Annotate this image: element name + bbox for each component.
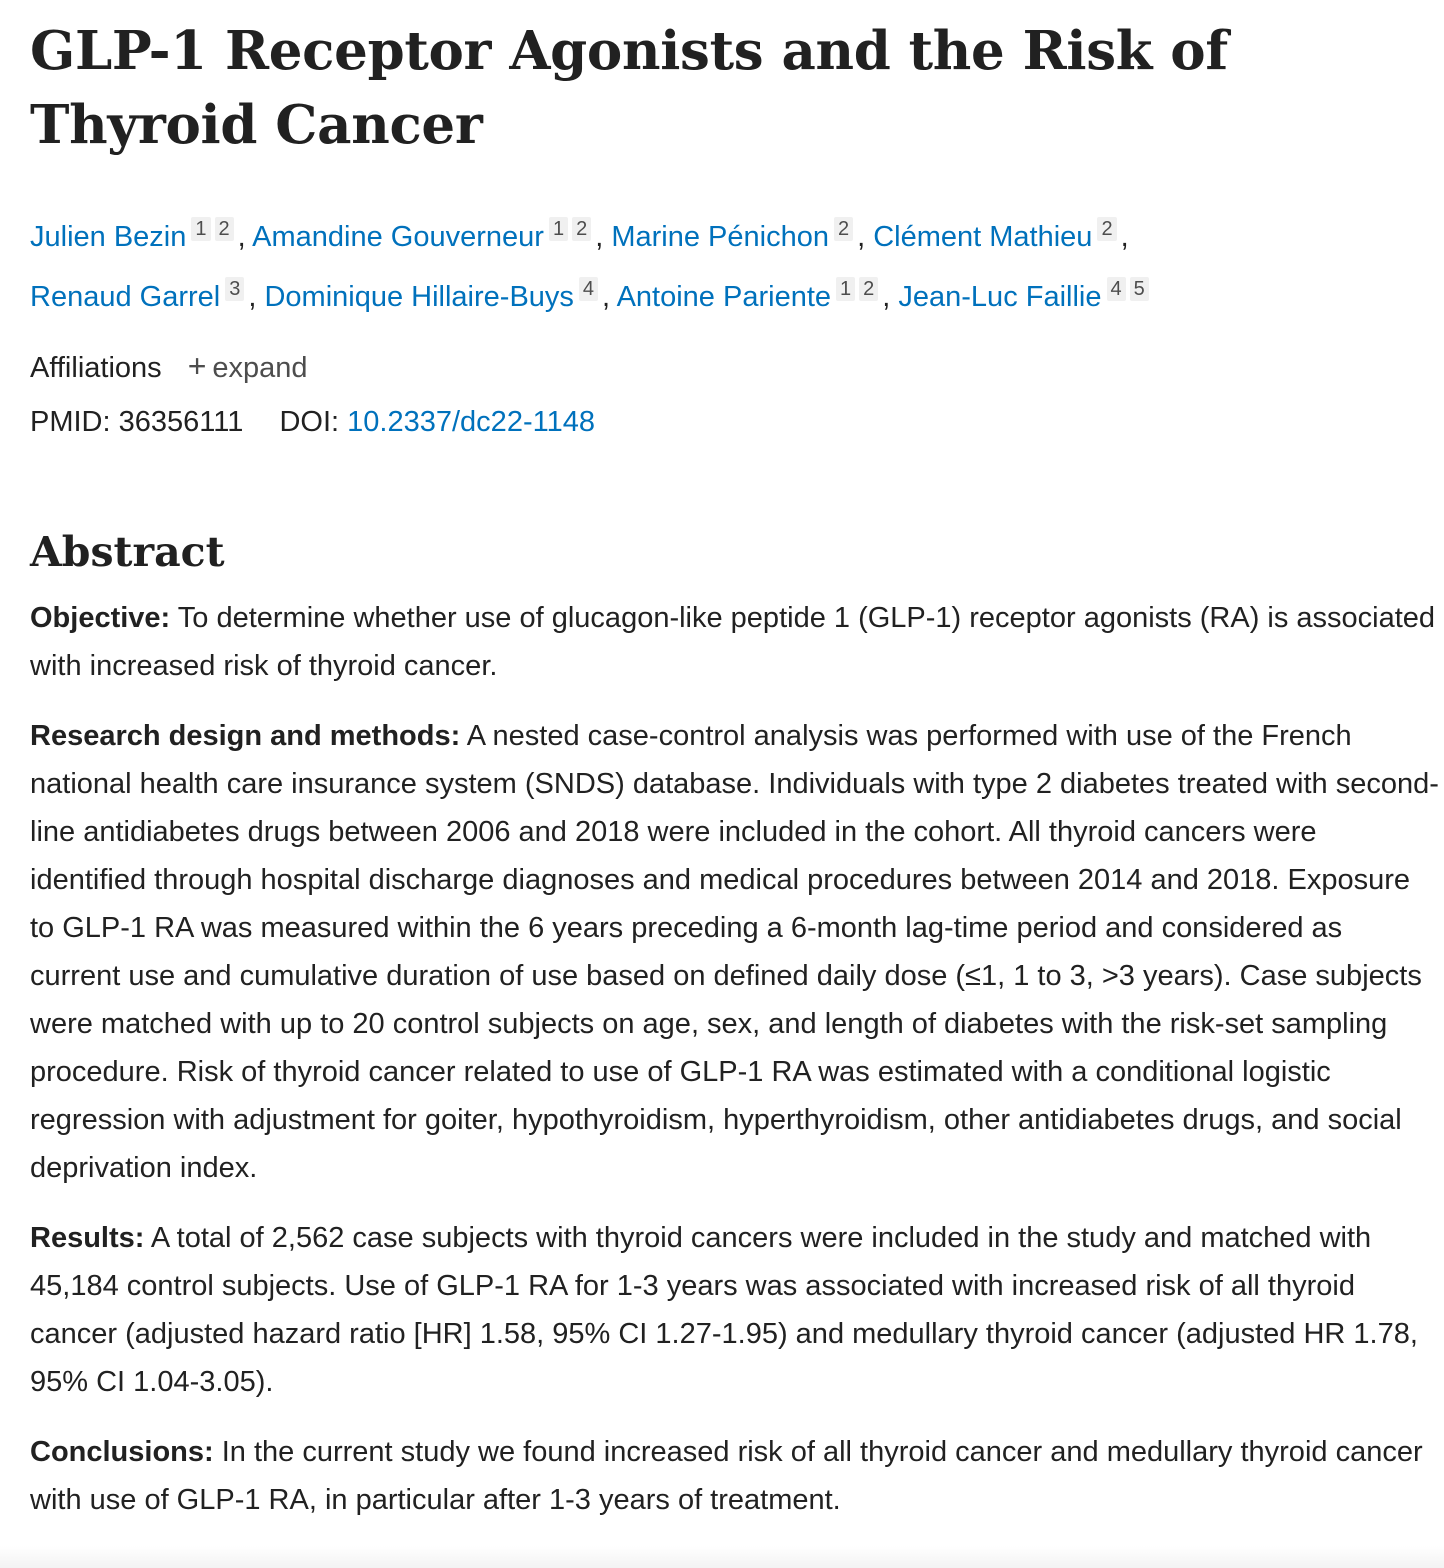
author-link[interactable]: Julien Bezin	[30, 221, 187, 253]
author-link[interactable]: Antoine Pariente	[616, 281, 832, 313]
author-list	[30, 202, 1444, 322]
author-link[interactable]: Jean-Luc Faillie	[898, 281, 1102, 313]
abstract-results	[30, 1214, 1440, 1406]
abstract-conclusions	[30, 1428, 1440, 1524]
results-text: A total of 2,562 case subjects with thyroid cancers were included in the study and matched with 45,184 control subjects. Use of GLP-1 RA for 1-3 years was associated with increased risk of all thyroid cancer (adjusted hazard ratio [HR] 1.58, 95% CI 1.27-1.95) and medullary thyroid cancer (adjusted HR 1.78, 95% CI 1.04-3.05).	[30, 1222, 1418, 1398]
expand-label: expand	[212, 352, 308, 384]
affiliation-number-link[interactable]: 2	[572, 217, 591, 241]
affiliation-number-link[interactable]: 2	[215, 217, 234, 241]
affiliation-number-link[interactable]: 1	[549, 217, 568, 241]
results-label: Results:	[30, 1222, 145, 1254]
article-page	[30, 0, 1444, 1524]
author-link[interactable]: Renaud Garrel	[30, 281, 221, 313]
author-link[interactable]: Clément Mathieu	[873, 221, 1093, 253]
affiliation-number-link[interactable]: 4	[579, 277, 598, 301]
author-link[interactable]: Dominique Hillaire-Buys	[264, 281, 574, 313]
author-entry	[898, 278, 1152, 313]
affiliation-number-link[interactable]: 1	[191, 217, 210, 241]
author-entry: Marine Pénichon 2 ,	[611, 218, 866, 253]
plus-icon: +	[187, 348, 207, 384]
author-entry: Amandine Gouverneur 1 2 ,	[252, 218, 604, 253]
methods-label: Research design and methods:	[30, 720, 461, 752]
doi-link[interactable]: 10.2337/dc22-1148	[347, 406, 595, 438]
affiliation-number-link[interactable]: 2	[859, 277, 878, 301]
abstract-objective	[30, 594, 1440, 690]
article-identifiers	[30, 402, 1444, 442]
affiliation-number-link[interactable]: 5	[1130, 277, 1149, 301]
author-entry: Dominique Hillaire-Buys 4 ,	[264, 278, 611, 313]
affiliation-number-link[interactable]: 2	[834, 217, 853, 241]
methods-text: A nested case-control analysis was performed with use of the French national health care insurance system (SNDS) database. Individuals with type 2 diabetes treated with second-line antidiabetes drugs between 2006 and 2018 were included in the cohort. All thyroid cancers were identified through hospital discharge diagnoses and medical procedures between 2014 and 2018. Exposure to GLP-1 RA was measured within the 6 years preceding a 6-month lag-time period and considered as current use and cumulative duration of use based on defined daily dose (≤1, 1 to 3, >3 years). Case subjects were matched with up to 20 control subjects on age, sex, and length of diabetes with the risk-set sampling procedure. Risk of thyroid cancer related to use of GLP-1 RA was estimated with a conditional logistic regression with adjustment for goiter, hypothyroidism, hyperthyroidism, other antidiabetes drugs, and social deprivation index.	[30, 720, 1439, 1184]
affiliations-expand-toggle[interactable]	[187, 348, 308, 384]
objective-label: Objective:	[30, 602, 171, 634]
affiliations-label: Affiliations	[30, 352, 162, 384]
author-entry: Antoine Pariente 1 2 ,	[616, 278, 891, 313]
pmid-label: PMID:	[30, 406, 111, 438]
affiliations-row	[30, 346, 1444, 388]
affiliation-number-link[interactable]: 1	[836, 277, 855, 301]
affiliation-number-link[interactable]: 2	[1097, 217, 1116, 241]
affiliation-number-link[interactable]: 4	[1107, 277, 1126, 301]
bottom-fade	[0, 1546, 1444, 1568]
abstract-methods	[30, 712, 1440, 1192]
author-link[interactable]: Amandine Gouverneur	[252, 221, 544, 253]
objective-text: To determine whether use of glucagon-like peptide 1 (GLP-1) receptor agonists (RA) is associated with increased risk of thyroid cancer.	[30, 602, 1436, 682]
abstract-heading: Abstract	[30, 528, 225, 576]
article-title: GLP-1 Receptor Agonists and the Risk of Thyroid Cancer	[30, 20, 1228, 156]
pmid-value: 36356111	[118, 406, 244, 438]
conclusions-label: Conclusions:	[30, 1436, 214, 1468]
author-entry: Julien Bezin 1 2 ,	[30, 218, 246, 253]
author-entry: Renaud Garrel 3 ,	[30, 278, 257, 313]
affiliation-number-link[interactable]: 3	[225, 277, 244, 301]
author-link[interactable]: Marine Pénichon	[611, 221, 829, 253]
conclusions-text: In the current study we found increased risk of all thyroid cancer and medullary thyroid cancer with use of GLP-1 RA, in particular after 1-3 years of treatment.	[30, 1436, 1423, 1516]
doi-label: DOI:	[279, 406, 340, 438]
author-entry: Clément Mathieu 2 ,	[873, 218, 1129, 253]
